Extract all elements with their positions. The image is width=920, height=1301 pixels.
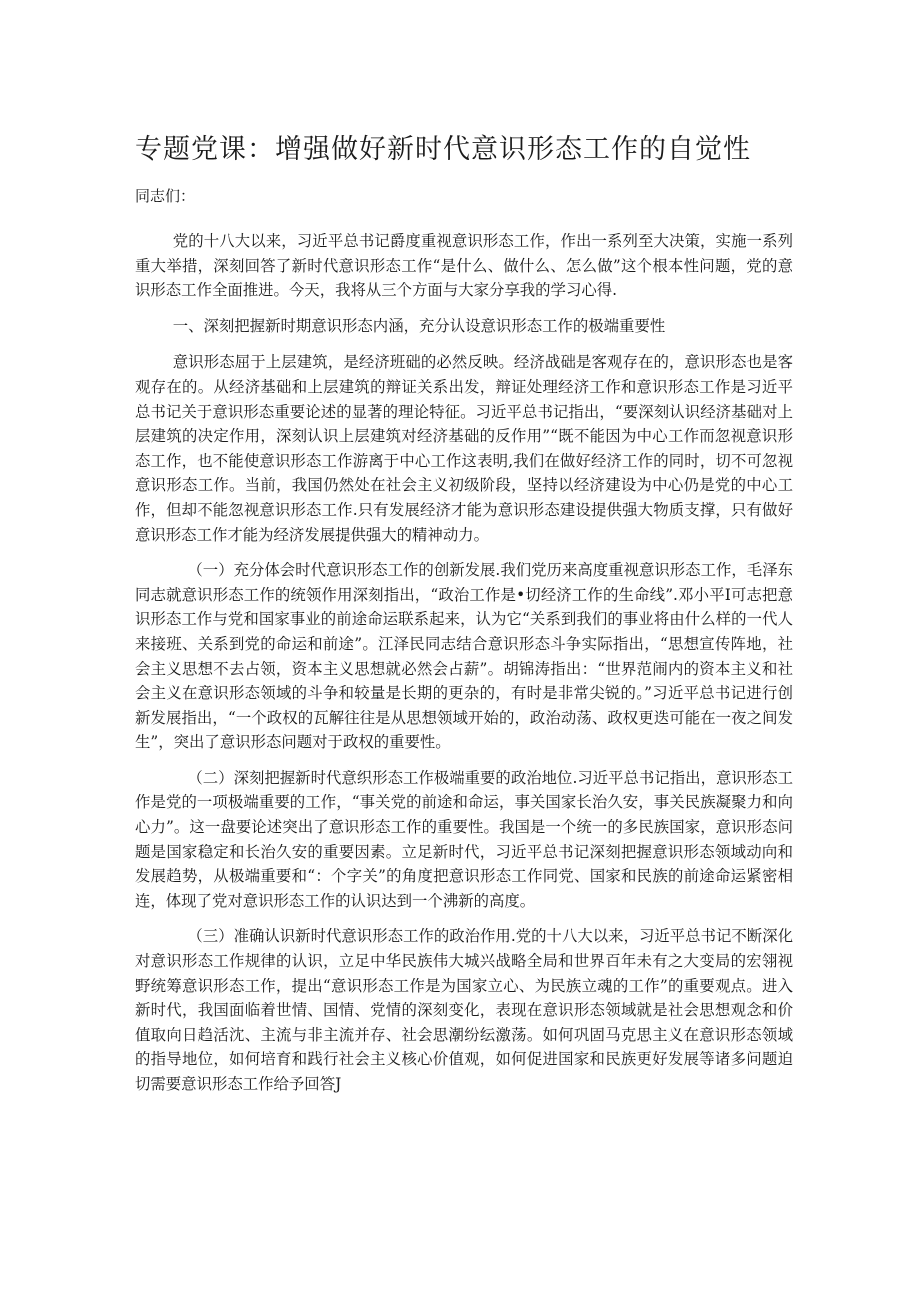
section-one-body: 意识形态屈于上层建筑，是经济班础的必然反映。经济战础是客观存在的，意识形态也是客观存在的。从经济基础和上层建筑的辩证关系出发，辩证处理经济工作和意识形态工作是习近平总书记关于意识形态重要论述的显著的理论特征。习近平总书记指出，“要深刻认识经济基础对上层建筑的决定作用，深刻认识上层建筑对经济基础的反作用”“既不能因为中心工作而忽视意识形态工作，也不能使意识形态工作游离于中心工作这表明,我们在做好经济工作的同时，切不可忽视意识形态工作。当前，我国仍然处在社会主义初级阶段，坚持以经济建设为中心仍是党的中心工作，但却不能忽视意识形态工作.只有发展经济才能为意识形态建设提供强大物质支撑，只有做好意识形态工作才能为经济发展提供强大的精神动力。 [135,353,793,544]
point-three-paragraph: （三）准确认识新时代意识形态工作的政治作用.党的十八大以来，习近平总书记不断深化对意识形态工作规律的认识，立足中华民族伟大城兴战略全局和世界百年未有之大变局的宏翎视野统筹意识形态工作，提出“意识形态工作是为国家立心、为民族立魂的工作”的重要观点。进入新时代，我国面临着世情、国情、党情的深刻变化，表现在意识形态领域就是社会思想观念和价值取向日趋活沈、主流与非主流并存、社会思潮纷纭激荡。如何巩固马克思主义在意识形态领域的指导地位，如何培育和践行社会主义核心价值观，如何促进国家和民族更好发展等诸多问题迫切需要意识形态工作给予回答J [135,927,793,1093]
point-one-paragraph: （一）充分体会时代意识形态工作的创新发展.我们党历来高度重视意识形态工作，毛泽东同志就意识形态工作的统领作用深刻指出，“政治工作是•切经济工作的生命线”.邓小平I可志把意识形态工作与党和国家事业的前途命运联系起来，认为它“关系到我们的事业将由什么样的一代人来接班、关系到党的命运和前途”。江泽民同志结合意识形态斗争实际指出，“思想宣传阵地，社会主义思想不去占领，资本主义思想就必然会占薪”。胡锦涛指出：“世界范闹内的资本主义和社会主义在意识形态领域的斗争和较量是长期的更杂的，有时是非常尖锐的。”习近平总书记进行创新发展指出，“一个政权的瓦解往往是从思想领域开始的，政治动荡、政权更迭可能在一夜之间发生”，突出了意识形态问题对于政权的重要性。 [135,561,793,752]
salutation: 同志们： [135,187,196,205]
point-two-paragraph: （二）深刻把握新时代意织形态工作极端重要的政治地位.习近平总书记指出，意识形态工作是党的一项极端重要的工作，“事关党的前途和命运，事关国家长治久安，事关民族凝聚力和向心力”。这一盘要论述突出了意识形态工作的重要性。我国是一个统一的多民族国家，意识形态问题是国家稳定和长治久安的重要因素。立足新时代，习近平总书记深刻把握意识形态领域动向和发展趋势，从极端重要和“：个字关”的角度把意识形态工作同党、国家和民族的前途命运紧密相连，体现了党对意识形态工作的认识达到一个沸新的高度。 [135,768,793,910]
intro-paragraph: 党的十八大以来，习近平总书记爵度重视意识形态工作，作出一系列至大决策，实施一系列重大举措，深刻回答了新时代意识形态工作“是什么、做什么、怎么做”这个根本性问题，党的意识形态工作全面推进。今天，我将从三个方面与大家分享我的学习心得. [135,232,793,300]
section-one-heading: 一、深刻把握新时期意识形态内涵，充分认设意识形态工作的极端重要性 [172,316,666,335]
document-title: 专题党课：增强做好新时代意识形态工作的自觉性 [135,134,751,165]
